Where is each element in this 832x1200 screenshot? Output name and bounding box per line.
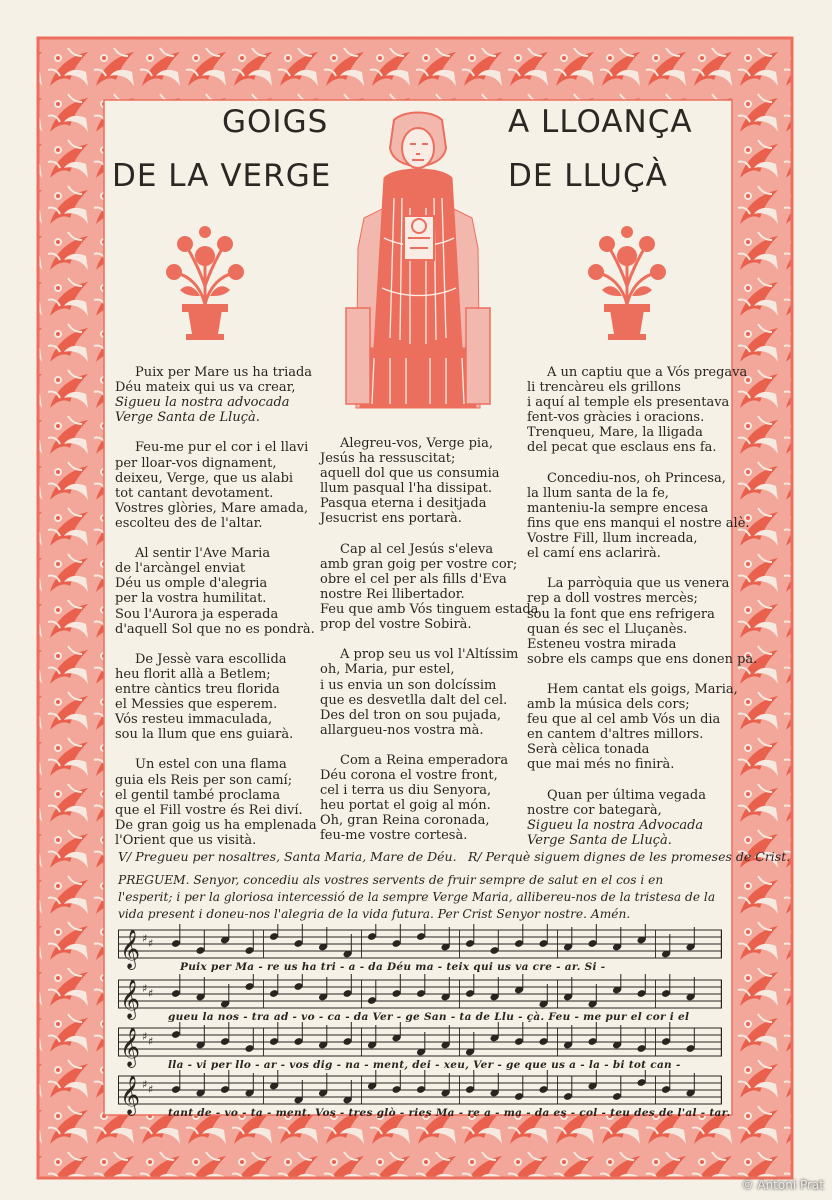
verse-line: Quan per última vegada — [547, 787, 706, 803]
svg-text:♯: ♯ — [148, 1035, 154, 1048]
svg-text:♯: ♯ — [142, 1078, 148, 1091]
verse-line: fent-vos gràcies i oracions. — [527, 410, 705, 426]
svg-text:♯: ♯ — [142, 932, 148, 945]
music-lyrics-line: tant de - vo - ta - ment. Vos - tres glò - ries Ma - re a - ma - da es - col - teu des de l'al - tar. — [168, 1107, 731, 1119]
verse-line: Feu que amb Vós tinguem estada — [320, 602, 539, 618]
verse-line: heu portat el goig al món. — [320, 798, 491, 814]
flower-vase-ornament-left — [160, 226, 250, 342]
verse-line: Verge Santa de Lluçà. — [115, 410, 260, 426]
verse-column-right — [527, 365, 757, 848]
verse-line: De gran goig us ha emplenada — [115, 817, 317, 833]
verse-line: Jesús ha ressuscitat; — [320, 451, 456, 467]
verse-line: en cantem d'altres millors. — [527, 727, 704, 743]
svg-text:♯: ♯ — [148, 1083, 154, 1096]
svg-text:♯: ♯ — [142, 1030, 148, 1043]
verse-line: Al sentir l'Ave Maria — [135, 546, 271, 562]
response: R/ Perquè siguem dignes de les promeses de Crist. — [468, 849, 791, 864]
verse-line: i us envia un son dolcíssim — [320, 677, 497, 693]
verse-line: guia els Reis per son camí; — [115, 772, 293, 788]
verse-line: el gentil també proclama — [115, 787, 281, 803]
title-line1-right: A LLOANÇA — [508, 104, 693, 140]
svg-text:𝄞: 𝄞 — [120, 1075, 141, 1115]
verse-line: Esteneu vostra mirada — [527, 636, 677, 652]
verse-line: li trencàreu els grillons — [527, 380, 681, 396]
verse-line: que el Fill vostre és Rei diví. — [115, 802, 303, 818]
verse-line: Vós resteu immaculada, — [115, 712, 273, 728]
verse-line: Cap al cel Jesús s'eleva — [340, 541, 494, 557]
verse-line — [527, 456, 757, 471]
verse-line: Oh, gran Reina coronada, — [320, 813, 490, 829]
verse-line: Un estel con una flama — [135, 757, 287, 773]
verse-line: Déu mateix qui us va crear, — [115, 380, 296, 396]
verse-line — [527, 773, 757, 788]
verse-line: amb gran goig per vostre cor; — [320, 556, 518, 572]
verse-line: Déu us omple d'alegria — [115, 576, 268, 592]
verse-line: prop del vostre Sobirà. — [320, 617, 472, 633]
verse-line: sou la llum que ens guiarà. — [115, 727, 294, 743]
verse-line: de l'arcàngel enviat — [115, 561, 246, 577]
svg-text:𝄞: 𝄞 — [120, 929, 141, 969]
verse-line: A un captiu que a Vós pregava — [547, 365, 748, 380]
verse-line: rep a doll vostres mercès; — [527, 591, 698, 607]
verse-line: manteniu-la sempre encesa — [527, 500, 709, 516]
music-lyrics-line: Puix per Ma - re us ha tri - a - da Déu ma - teix qui us va cre - ar. Si - — [180, 961, 606, 973]
verse-line: Pasqua eterna i desitjada — [320, 496, 487, 512]
verse-line: Puix per Mare us ha triada — [135, 365, 313, 380]
verse-line: Trenqueu, Mare, la lligada — [527, 425, 703, 441]
svg-text:♯: ♯ — [148, 937, 154, 950]
verse-line: feu-me vostre cortesà. — [320, 828, 468, 844]
svg-text:♯: ♯ — [148, 987, 154, 1000]
verse-line: amb la música dels cors; — [527, 697, 690, 713]
music-lyrics-line: lla - vi per llo - ar - vos dig - na - ment, dei - xeu, Ver - ge que us a - la - bi tot can - — [168, 1059, 681, 1071]
verse-line — [115, 742, 317, 757]
music-lyrics-line: gueu la nos - tra ad - vo - ca - da Ver - ge San - ta de Llu - çà. Feu - me pur el cor i el — [168, 1011, 690, 1023]
verse-line: quan és sec el Lluçanès. — [527, 621, 688, 637]
verse-line: allargueu-nos vostra mà. — [320, 722, 484, 738]
verse-line — [527, 561, 757, 576]
verse-line: Concediu-nos, oh Princesa, — [547, 470, 726, 486]
flower-vase-ornament-right — [582, 226, 672, 342]
title-line2-right: DE LLUÇÀ — [508, 158, 668, 194]
verse-line — [115, 637, 317, 652]
verse-line: sou la font que ens refrigera — [527, 606, 715, 622]
verse-line: deixeu, Verge, que us alabi — [115, 470, 294, 486]
verse-line: obre el cel per als fills d'Eva — [320, 571, 507, 587]
versicle: V/ Pregueu per nosaltres, Santa Maria, Mare de Déu. — [118, 849, 457, 864]
verse-line: Alegreu-vos, Verge pia, — [340, 436, 493, 451]
svg-text:𝄞: 𝄞 — [120, 1027, 141, 1067]
verse-line: Serà cèlica tonada — [527, 742, 650, 758]
verse-line: per la vostra humilitat. — [115, 591, 267, 607]
verse-line: l'Orient que us visità. — [115, 832, 257, 848]
verse-line: Com a Reina emperadora — [340, 752, 509, 768]
verse-line: el Messies que esperem. — [115, 697, 278, 713]
title-line2-left: DE LA VERGE — [112, 158, 332, 194]
verse-line: Sigueu la nostra advocada — [115, 395, 290, 411]
verse-line: A prop seu us vol l'Altíssim — [340, 647, 519, 663]
verse-line: aquell dol que us consumia — [320, 466, 500, 482]
verse-line: tot cantant devotament. — [115, 485, 274, 501]
verse-line — [115, 531, 317, 546]
verse-line: que es desvetlla dalt del cel. — [320, 692, 508, 708]
verse-line: De Jessè vara escollida — [135, 651, 287, 667]
svg-text:𝄞: 𝄞 — [120, 979, 141, 1019]
verse-line: i aquí al temple els presentava — [527, 395, 730, 411]
prayer-text: PREGUEM. Senyor, concediu als vostres servents de fruir sempre de salut en el cos i en l'esperit; i per la gloriosa intercessió de la sempre Verge Maria, allibereu-nos de la tristesa de la vida present i doneu-nos l'alegria de la vida futura. Per Crist Senyor nostre. Amén. — [118, 873, 716, 921]
verse-line: Déu corona el vostre front, — [320, 768, 498, 784]
verse-line: Vostre Fill, llum increada, — [527, 531, 698, 547]
verse-line: heu florit allà a Betlem; — [115, 666, 271, 682]
verse-line: Des del tron on sou pujada, — [320, 707, 502, 723]
copyright-credit: © Antoni Prat — [741, 1178, 824, 1192]
verse-line: Vostres glòries, Mare amada, — [115, 500, 309, 516]
verse-line: Feu-me pur el cor i el llavi — [135, 440, 309, 456]
verse-line: per lloar-vos dignament, — [115, 455, 277, 471]
svg-text:♯: ♯ — [142, 982, 148, 995]
verse-line: entre càntics treu florida — [115, 681, 280, 697]
verse-line — [320, 738, 538, 753]
virgin-statue-illustration — [344, 108, 492, 418]
verse-line: d'aquell Sol que no es pondrà. — [115, 621, 315, 637]
title-line1-left: GOIGS — [222, 104, 329, 140]
verse-line: nostre Rei llibertador. — [320, 586, 465, 602]
verse-line: el camí ens aclarirà. — [527, 546, 661, 562]
verse-line: feu que al cel amb Vós un dia — [527, 712, 721, 728]
verse-line: del pecat que esclaus ens fa. — [527, 440, 717, 456]
verse-line: fins que ens manqui el nostre alè. — [527, 515, 750, 531]
verse-line: Verge Santa de Lluçà. — [527, 832, 672, 848]
verse-line: escolteu des de l'altar. — [115, 515, 263, 531]
verse-line: Hem cantat els goigs, Maria, — [547, 681, 738, 697]
verse-line: nostre cor bategarà, — [527, 802, 662, 818]
verse-line — [320, 527, 538, 542]
verse-line: Sigueu la nostra Advocada — [527, 817, 704, 833]
verse-line: sobre els camps que ens donen pa. — [527, 651, 758, 667]
verse-line: Sou l'Aurora ja esperada — [115, 606, 279, 622]
verse-line — [320, 632, 538, 647]
verse-line: oh, Maria, pur estel, — [320, 662, 455, 678]
verse-line — [527, 667, 757, 682]
verse-column-middle — [320, 436, 538, 844]
verse-line — [115, 425, 317, 440]
verse-line: llum pasqual l'ha dissipat. — [320, 481, 493, 497]
verse-line: la llum santa de la fe, — [527, 485, 669, 501]
verse-column-left — [115, 365, 317, 848]
verse-line: cel i terra us diu Senyora, — [320, 783, 492, 799]
verse-line: que mai més no finirà. — [527, 757, 675, 773]
verse-line: La parròquia que us venera — [547, 576, 730, 592]
verse-line: Jesucrist ens portarà. — [320, 511, 462, 527]
